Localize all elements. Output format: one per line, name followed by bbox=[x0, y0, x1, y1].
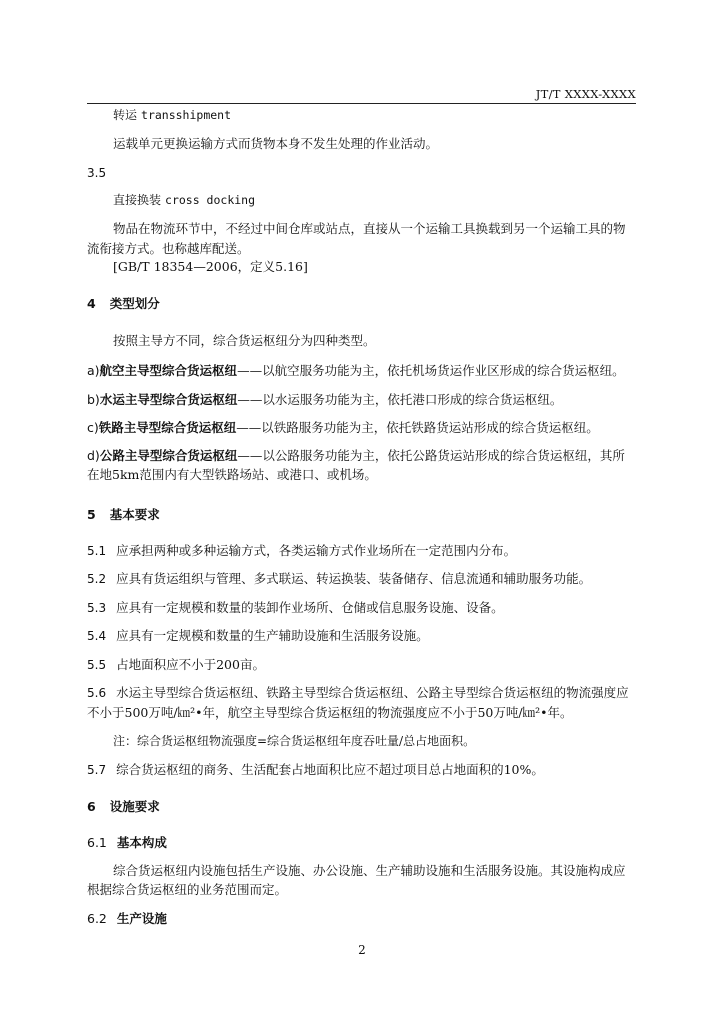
item-name: 公路主导型综合货运枢纽 bbox=[99, 448, 238, 463]
item-prefix: b) bbox=[87, 392, 100, 407]
clause-text: 水运主导型综合货运枢纽、铁路主导型综合货运枢纽、公路主导型综合货运枢纽的物流强度应不小于500万吨/㎞²•年，航空主导型综合货运枢纽的物流强度应不小于50万吨/㎞²•年。 bbox=[87, 685, 629, 720]
term-cn: 转运 bbox=[113, 108, 138, 122]
subsection-6-1-heading bbox=[87, 833, 167, 853]
clause-5-6 bbox=[87, 683, 637, 722]
item-text: ——以水运服务功能为主，依托港口形成的综合货运枢纽。 bbox=[237, 392, 563, 407]
section-4-intro: 按照主导方不同，综合货运枢纽分为四种类型。 bbox=[113, 333, 376, 348]
clause-text: 应具有一定规模和数量的装卸作业场所、仓储或信息服务设施、设备。 bbox=[116, 600, 504, 615]
clause-number: 5.2 bbox=[87, 572, 107, 586]
clause-text: 应具有货运组织与管理、多式联运、转运换装、装备储存、信息流通和辅助服务功能。 bbox=[116, 571, 592, 586]
definition-source: [GB/T 18354—2006，定义5.16] bbox=[113, 259, 308, 274]
section-title: 设施要求 bbox=[109, 799, 160, 814]
section-6-heading bbox=[87, 797, 160, 817]
standard-code-header: JT/T XXXX-XXXX bbox=[535, 87, 636, 101]
term-transshipment bbox=[113, 105, 231, 125]
clause-number: 5.1 bbox=[87, 544, 107, 558]
clause-number: 5.3 bbox=[87, 601, 107, 615]
term-en: transshipment bbox=[141, 108, 232, 122]
type-item-c bbox=[87, 418, 599, 438]
subsection-6-2-heading bbox=[87, 909, 167, 929]
term-cross-docking bbox=[113, 190, 255, 210]
item-text: ——以铁路服务功能为主，依托铁路货运站形成的综合货运枢纽。 bbox=[236, 420, 599, 435]
item-name: 航空主导型综合货运枢纽 bbox=[99, 363, 238, 378]
section-title: 类型划分 bbox=[109, 296, 160, 311]
section-4-heading bbox=[87, 294, 160, 314]
section-number: 5 bbox=[87, 507, 96, 522]
clause-number-3-5: 3.5 bbox=[87, 166, 107, 180]
subsection-number: 6.2 bbox=[87, 911, 107, 926]
subsection-title: 基本构成 bbox=[116, 835, 167, 850]
clause-text: 占地面积应不小于200亩。 bbox=[116, 657, 265, 672]
subsection-number: 6.1 bbox=[87, 835, 107, 850]
section-title: 基本要求 bbox=[109, 507, 160, 522]
section-number: 6 bbox=[87, 799, 96, 814]
item-name: 铁路主导型综合货运枢纽 bbox=[98, 420, 237, 435]
subsection-title: 生产设施 bbox=[116, 911, 167, 926]
type-item-b bbox=[87, 390, 562, 410]
clause-5-2 bbox=[87, 569, 591, 589]
definition-cross-docking: 物品在物流环节中，不经过中间仓库或站点，直接从一个运输工具换载到另一个运输工具的物流衔接方式。也称越库配送。 bbox=[87, 221, 626, 256]
section-5-heading bbox=[87, 505, 160, 525]
clause-number: 5.5 bbox=[87, 658, 107, 672]
item-text: ——以航空服务功能为主，依托机场货运作业区形成的综合货运枢纽。 bbox=[237, 363, 625, 378]
clause-text: 应具有一定规模和数量的生产辅助设施和生活服务设施。 bbox=[116, 628, 429, 643]
subsection-6-1-text: 综合货运枢纽内设施包括生产设施、办公设施、生产辅助设施和生活服务设施。其设施构成应根据综合货运枢纽的业务范围而定。 bbox=[87, 863, 626, 897]
item-text: ——以公路服务功能为主，依托公路货运站形成的综合货运枢纽，其所在地5km范围内有大型铁路场站、或港口、或机场。 bbox=[87, 448, 625, 482]
clause-number: 5.6 bbox=[87, 686, 107, 700]
clause-text: 综合货运枢纽的商务、生活配套占地面积比应不超过项目总占地面积的10%。 bbox=[116, 762, 544, 777]
term-cn: 直接换装 bbox=[113, 193, 162, 207]
page-number: 2 bbox=[358, 943, 366, 957]
clause-number: 5.4 bbox=[87, 629, 107, 643]
note: 注：综合货运枢纽物流强度=综合货运枢纽年度吞吐量/总占地面积。 bbox=[113, 734, 476, 748]
header-rule bbox=[87, 103, 636, 104]
clause-5-3 bbox=[87, 598, 504, 618]
clause-number: 5.7 bbox=[87, 763, 107, 777]
item-prefix: a) bbox=[87, 363, 100, 378]
definition-transshipment: 运载单元更换运输方式而货物本身不发生处理的作业活动。 bbox=[113, 136, 439, 151]
section-number: 4 bbox=[87, 296, 96, 311]
clause-text: 应承担两种或多种运输方式，各类运输方式作业场所在一定范围内分布。 bbox=[116, 543, 517, 558]
item-prefix: c) bbox=[87, 420, 99, 435]
type-item-d bbox=[87, 446, 637, 484]
clause-5-1 bbox=[87, 541, 516, 561]
type-item-a bbox=[87, 361, 625, 381]
item-name: 水运主导型综合货运枢纽 bbox=[99, 392, 238, 407]
clause-5-5 bbox=[87, 655, 265, 675]
clause-5-7 bbox=[87, 760, 544, 780]
term-en: cross docking bbox=[165, 193, 256, 207]
item-prefix: d) bbox=[87, 448, 100, 463]
clause-5-4 bbox=[87, 626, 429, 646]
